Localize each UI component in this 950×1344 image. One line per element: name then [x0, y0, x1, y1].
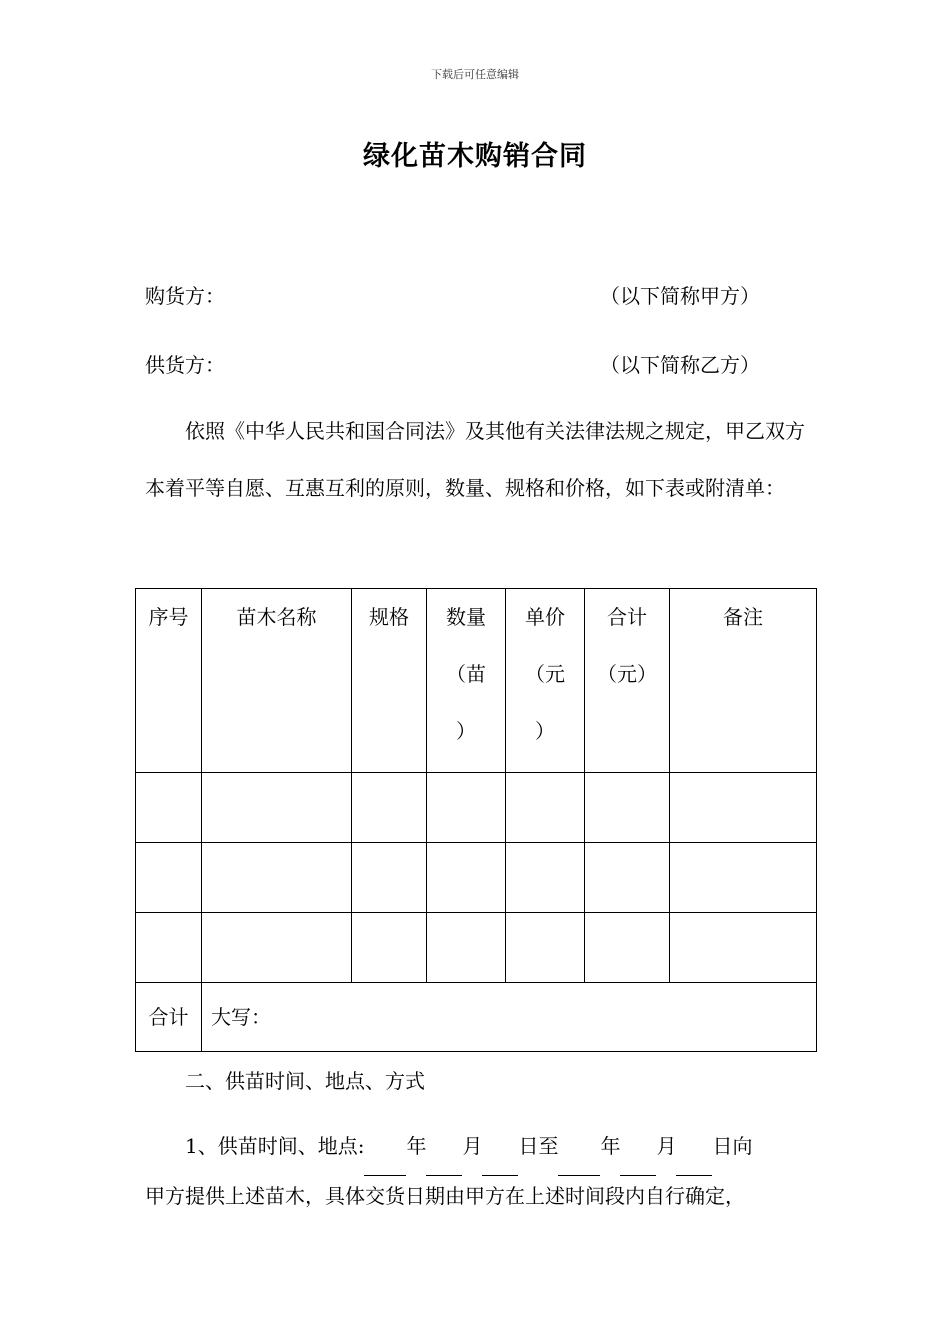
table-cell[interactable]: [506, 773, 585, 843]
table-cell[interactable]: [352, 773, 427, 843]
table-cell[interactable]: [585, 913, 670, 983]
table-row: [136, 843, 817, 913]
header-quantity-line3: ）: [456, 719, 476, 743]
table-cell[interactable]: [585, 773, 670, 843]
document-title: 绿化苗木购销合同: [363, 141, 587, 172]
section2-item1-line2: 甲方提供上述苗木，具体交货日期由甲方在上述时间段内自行确定，: [145, 1184, 745, 1208]
header-name: 苗木名称: [202, 589, 352, 773]
header-spec: 规格: [352, 589, 427, 773]
table-cell[interactable]: [427, 913, 506, 983]
header-remark: 备注: [670, 589, 817, 773]
table-cell[interactable]: [352, 913, 427, 983]
start-month-label: 月: [462, 1134, 483, 1158]
header-total-line1: 合计: [607, 605, 647, 629]
header-price-line1: 单价: [525, 605, 565, 629]
table-total-row: [136, 983, 817, 1052]
header-total: [585, 589, 670, 773]
table-row: [136, 773, 817, 843]
buyer-label: 购货方：: [145, 284, 225, 308]
header-unit-price: [506, 589, 585, 773]
table-cell[interactable]: [136, 913, 202, 983]
header-note: 下载后可任意编辑: [431, 68, 519, 81]
day-direction-label: 日向: [712, 1134, 753, 1158]
table-row: [136, 913, 817, 983]
table-cell[interactable]: [670, 843, 817, 913]
table-header-row: [136, 589, 817, 773]
buyer-note: （以下简称甲方）: [600, 284, 760, 308]
seedling-table: [135, 588, 817, 1052]
table-cell[interactable]: [427, 843, 506, 913]
table-cell[interactable]: [427, 773, 506, 843]
table-cell[interactable]: [506, 913, 585, 983]
table-cell[interactable]: [506, 843, 585, 913]
header-price-line2: （元: [525, 662, 565, 686]
table-cell[interactable]: [202, 843, 352, 913]
total-label: 合计: [136, 983, 202, 1052]
table-cell[interactable]: [136, 773, 202, 843]
header-total-line2: （元）: [597, 662, 657, 686]
table-cell[interactable]: [202, 913, 352, 983]
table-cell[interactable]: [670, 913, 817, 983]
supplier-label: 供货方：: [145, 353, 225, 377]
header-quantity-line1: 数量: [446, 605, 486, 629]
table-cell[interactable]: [352, 843, 427, 913]
header-quantity: [427, 589, 506, 773]
end-year-label: 年: [600, 1134, 621, 1158]
header-price-line3: ）: [535, 719, 555, 743]
intro-paragraph: 依照《中华人民共和国合同法》及其他有关法律法规之规定，甲乙双方本着平等自愿、互惠互利的原则，数量、规格和价格，如下表或附清单：: [145, 419, 805, 500]
header-seq: 序号: [136, 589, 202, 773]
table-cell[interactable]: [202, 773, 352, 843]
end-month-label: 月: [656, 1134, 677, 1158]
start-year-label: 年: [406, 1134, 427, 1158]
table-cell[interactable]: [136, 843, 202, 913]
header-quantity-line2: （苗: [446, 662, 486, 686]
item1-prefix: 1、供苗时间、地点:: [185, 1134, 365, 1158]
table-cell[interactable]: [585, 843, 670, 913]
section2-heading: 二、供苗时间、地点、方式: [185, 1069, 425, 1093]
table-cell[interactable]: [670, 773, 817, 843]
day-to-label: 日至: [518, 1134, 559, 1158]
supplier-note: （以下简称乙方）: [600, 353, 760, 377]
total-caps-label: 大写：: [202, 983, 817, 1052]
